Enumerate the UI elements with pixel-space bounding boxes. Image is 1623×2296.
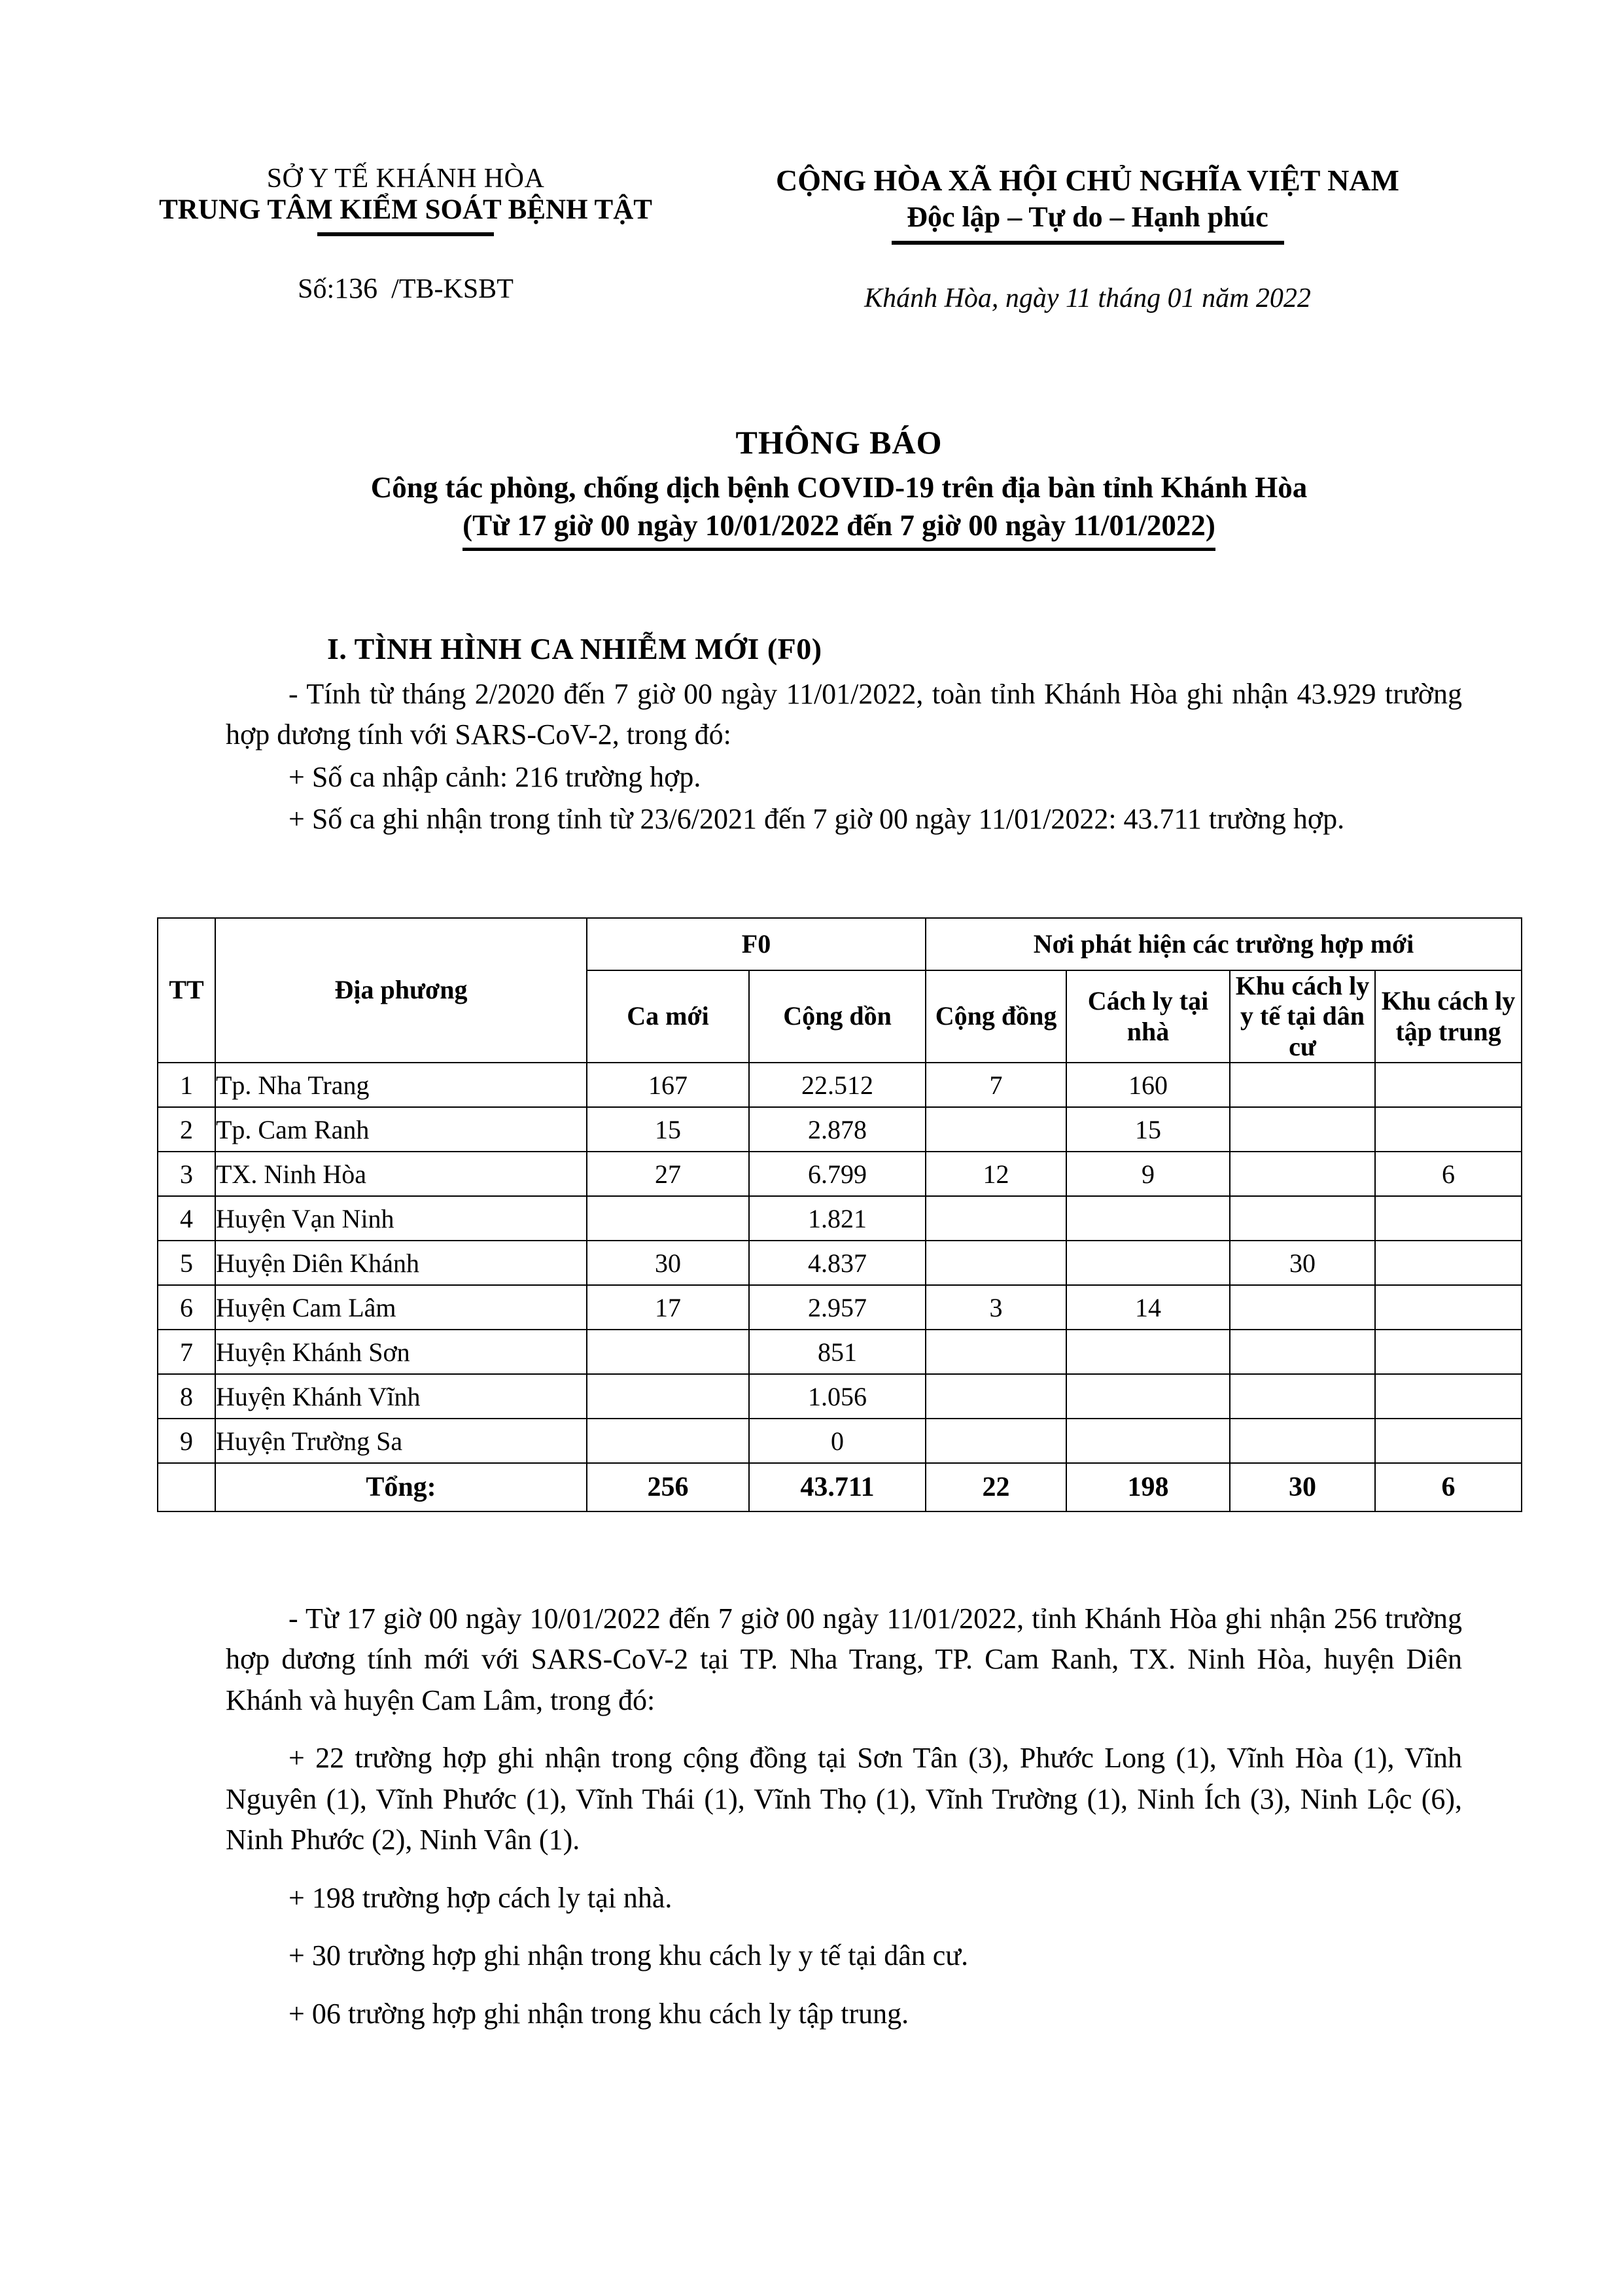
total-new-cases: 256	[587, 1463, 749, 1511]
row-cell-home-quarantine: 14	[1066, 1285, 1230, 1330]
row-cell-home-quarantine: 9	[1066, 1152, 1230, 1196]
row-cell-locality: Huyện Cam Lâm	[215, 1285, 587, 1330]
col-header-locality: Địa phương	[215, 918, 587, 1063]
row-cell-cumulative: 1.821	[749, 1196, 926, 1241]
row-cell-community: 3	[926, 1285, 1066, 1330]
row-cell-residential-quarantine	[1230, 1330, 1375, 1374]
table-row	[158, 1330, 1522, 1374]
row-cell-cumulative: 1.056	[749, 1374, 926, 1419]
paragraph-residential-quarantine-count: + 30 trường hợp ghi nhận trong khu cách ly y tế tại dân cư.	[288, 1939, 969, 1972]
row-cell-locality: Huyện Vạn Ninh	[215, 1196, 587, 1241]
document-subject: Công tác phòng, chống dịch bệnh COVID-19 trên địa bàn tỉnh Khánh Hòa	[370, 470, 1308, 504]
paragraph-imported-cases: + Số ca nhập cảnh: 216 trường hợp.	[288, 760, 701, 793]
row-cell-new-cases: 17	[587, 1285, 749, 1330]
row-cell-cumulative: 2.957	[749, 1285, 926, 1330]
row-cell-cumulative: 851	[749, 1330, 926, 1374]
row-cell-centralized-quarantine: 6	[1375, 1152, 1522, 1196]
header-right-divider	[892, 241, 1284, 245]
cases-table-wrapper	[157, 917, 1521, 1512]
row-cell-community	[926, 1374, 1066, 1419]
row-cell-home-quarantine	[1066, 1241, 1230, 1285]
table-row	[158, 1063, 1522, 1107]
group-header-f0: F0	[587, 918, 926, 970]
row-cell-tt: 3	[158, 1152, 215, 1196]
header-right-column	[654, 164, 1521, 314]
row-cell-residential-quarantine: 30	[1230, 1241, 1375, 1285]
row-cell-centralized-quarantine	[1375, 1419, 1522, 1463]
row-cell-cumulative: 6.799	[749, 1152, 926, 1196]
row-cell-residential-quarantine	[1230, 1419, 1375, 1463]
row-cell-tt: 4	[158, 1196, 215, 1241]
document-period: (Từ 17 giờ 00 ngày 10/01/2022 đến 7 giờ 00 ngày 11/01/2022)	[462, 506, 1215, 551]
row-cell-locality: Huyện Diên Khánh	[215, 1241, 587, 1285]
section-heading-i: I. TÌNH HÌNH CA NHIỄM MỚI (F0)	[327, 632, 822, 665]
col-header-home-quarantine: Cách ly tại nhà	[1066, 970, 1230, 1063]
row-cell-centralized-quarantine	[1375, 1241, 1522, 1285]
row-cell-cumulative: 0	[749, 1419, 926, 1463]
header-left-column	[157, 164, 654, 305]
row-cell-residential-quarantine	[1230, 1374, 1375, 1419]
row-cell-community	[926, 1241, 1066, 1285]
table-row	[158, 1107, 1522, 1152]
col-header-cumulative: Cộng dồn	[749, 970, 926, 1063]
table-row	[158, 1285, 1522, 1330]
total-home-quarantine: 198	[1066, 1463, 1230, 1511]
row-cell-new-cases	[587, 1330, 749, 1374]
row-cell-residential-quarantine	[1230, 1107, 1375, 1152]
row-cell-tt: 9	[158, 1419, 215, 1463]
row-cell-locality: TX. Ninh Hòa	[215, 1152, 587, 1196]
row-cell-residential-quarantine	[1230, 1196, 1375, 1241]
cases-by-locality-table	[157, 917, 1522, 1512]
spacer-3	[226, 1918, 1462, 1935]
row-cell-home-quarantine: 160	[1066, 1063, 1230, 1107]
total-community: 22	[926, 1463, 1066, 1511]
col-header-tt: TT	[158, 918, 215, 1063]
row-cell-tt: 5	[158, 1241, 215, 1285]
row-cell-new-cases: 167	[587, 1063, 749, 1107]
row-cell-new-cases	[587, 1196, 749, 1241]
row-cell-new-cases: 30	[587, 1241, 749, 1285]
row-cell-residential-quarantine	[1230, 1152, 1375, 1196]
row-cell-tt: 2	[158, 1107, 215, 1152]
table-head	[158, 918, 1522, 1063]
total-centralized-quarantine: 6	[1375, 1463, 1522, 1511]
total-residential-quarantine: 30	[1230, 1463, 1375, 1511]
row-cell-centralized-quarantine	[1375, 1196, 1522, 1241]
document-header	[157, 164, 1521, 314]
spacer-1	[226, 1721, 1462, 1738]
row-cell-community: 12	[926, 1152, 1066, 1196]
row-cell-new-cases: 15	[587, 1107, 749, 1152]
paragraph-home-quarantine-count: + 198 trường hợp cách ly tại nhà.	[288, 1881, 672, 1914]
paragraph-cumulative-cases: - Tính từ tháng 2/2020 đến 7 giờ 00 ngày 11/01/2022, toàn tỉnh Khánh Hòa ghi nhận 43.929 trường hợp dương tính với SARS-CoV-2, trong đó:	[226, 678, 1462, 751]
table-row	[158, 1152, 1522, 1196]
row-cell-cumulative: 4.837	[749, 1241, 926, 1285]
row-cell-home-quarantine: 15	[1066, 1107, 1230, 1152]
document-number-suffix: /TB-KSBT	[391, 274, 514, 305]
document-number-prefix: Số:	[298, 274, 335, 305]
row-cell-centralized-quarantine	[1375, 1330, 1522, 1374]
document-number-value: 136	[334, 272, 378, 305]
total-row-label: Tổng:	[215, 1463, 587, 1511]
spacer-2	[226, 1861, 1462, 1878]
table-row	[158, 1241, 1522, 1285]
row-cell-community: 7	[926, 1063, 1066, 1107]
row-cell-cumulative: 22.512	[749, 1063, 926, 1107]
title-block	[157, 422, 1521, 551]
row-cell-home-quarantine	[1066, 1374, 1230, 1419]
table-total-row	[158, 1463, 1522, 1511]
row-cell-tt: 6	[158, 1285, 215, 1330]
issuing-department-name: SỞ Y TẾ KHÁNH HÒA	[266, 164, 545, 194]
row-cell-tt: 8	[158, 1374, 215, 1419]
paragraph-period-new-cases: - Từ 17 giờ 00 ngày 10/01/2022 đến 7 giờ 00 ngày 11/01/2022, tỉnh Khánh Hòa ghi nhận 256 trường hợp dương tính mới với SARS-CoV-2 tại TP. Nha Trang, TP. Cam Ranh, TX. Ninh Hòa, huyện Diên Khánh và huyện Cam Lâm, trong đó:	[226, 1602, 1462, 1716]
table-group-header-row	[158, 918, 1522, 970]
row-cell-centralized-quarantine	[1375, 1107, 1522, 1152]
document-number-line	[157, 272, 654, 305]
table-row	[158, 1419, 1522, 1463]
row-cell-centralized-quarantine	[1375, 1063, 1522, 1107]
row-cell-centralized-quarantine	[1375, 1285, 1522, 1330]
row-cell-cumulative: 2.878	[749, 1107, 926, 1152]
row-cell-home-quarantine	[1066, 1196, 1230, 1241]
row-cell-locality: Huyện Khánh Vĩnh	[215, 1374, 587, 1419]
national-motto: Độc lập – Tự do – Hạnh phúc	[907, 200, 1268, 233]
row-cell-residential-quarantine	[1230, 1285, 1375, 1330]
row-cell-community	[926, 1419, 1066, 1463]
paragraph-centralized-quarantine-count: + 06 trường hợp ghi nhận trong khu cách ly tập trung.	[288, 1997, 909, 2030]
section-i-summary	[226, 1598, 1462, 2034]
row-cell-residential-quarantine	[1230, 1063, 1375, 1107]
row-cell-tt: 1	[158, 1063, 215, 1107]
row-cell-locality: Huyện Trường Sa	[215, 1419, 587, 1463]
document-type-title: THÔNG BÁO	[735, 424, 943, 461]
header-left-divider	[317, 232, 494, 236]
col-header-centralized-quarantine: Khu cách ly tập trung	[1375, 970, 1522, 1063]
row-cell-community	[926, 1330, 1066, 1374]
paragraph-community-breakdown: + 22 trường hợp ghi nhận trong cộng đồng tại Sơn Tân (3), Phước Long (1), Vĩnh Hòa (1), Vĩnh Nguyên (1), Vĩnh Phước (1), Vĩnh Thái (1), Vĩnh Thọ (1), Vĩnh Trường (1), Ninh Ích (3), Ninh Lộc (6), Ninh Phước (2), Ninh Vân (1).	[226, 1742, 1462, 1856]
table-row	[158, 1374, 1522, 1419]
table-row	[158, 1196, 1522, 1241]
issuing-center-name: TRUNG TÂM KIỂM SOÁT BỆNH TẬT	[159, 194, 652, 226]
row-cell-new-cases	[587, 1374, 749, 1419]
total-cumulative: 43.711	[749, 1463, 926, 1511]
place-and-date: Khánh Hòa, ngày 11 tháng 01 năm 2022	[864, 283, 1311, 314]
paragraph-local-cases: + Số ca ghi nhận trong tỉnh từ 23/6/2021 đến 7 giờ 00 ngày 11/01/2022: 43.711 trường hợp.	[288, 803, 1345, 836]
row-cell-centralized-quarantine	[1375, 1374, 1522, 1419]
table-body	[158, 1063, 1522, 1511]
col-header-residential-medical-quarantine: Khu cách ly y tế tại dân cư	[1230, 970, 1375, 1063]
row-cell-tt: 7	[158, 1330, 215, 1374]
col-header-community: Cộng đồng	[926, 970, 1066, 1063]
row-cell-community	[926, 1107, 1066, 1152]
total-row-spacer	[158, 1463, 215, 1511]
col-header-new-cases: Ca mới	[587, 970, 749, 1063]
row-cell-locality: Tp. Cam Ranh	[215, 1107, 587, 1152]
group-header-detection-place: Nơi phát hiện các trường hợp mới	[926, 918, 1522, 970]
national-title: CỘNG HÒA XÃ HỘI CHỦ NGHĨA VIỆT NAM	[776, 164, 1399, 197]
row-cell-locality: Tp. Nha Trang	[215, 1063, 587, 1107]
row-cell-new-cases: 27	[587, 1152, 749, 1196]
section-i-body	[226, 674, 1462, 840]
row-cell-locality: Huyện Khánh Sơn	[215, 1330, 587, 1374]
spacer-4	[226, 1977, 1462, 1994]
row-cell-home-quarantine	[1066, 1330, 1230, 1374]
row-cell-home-quarantine	[1066, 1419, 1230, 1463]
row-cell-new-cases	[587, 1419, 749, 1463]
row-cell-community	[926, 1196, 1066, 1241]
